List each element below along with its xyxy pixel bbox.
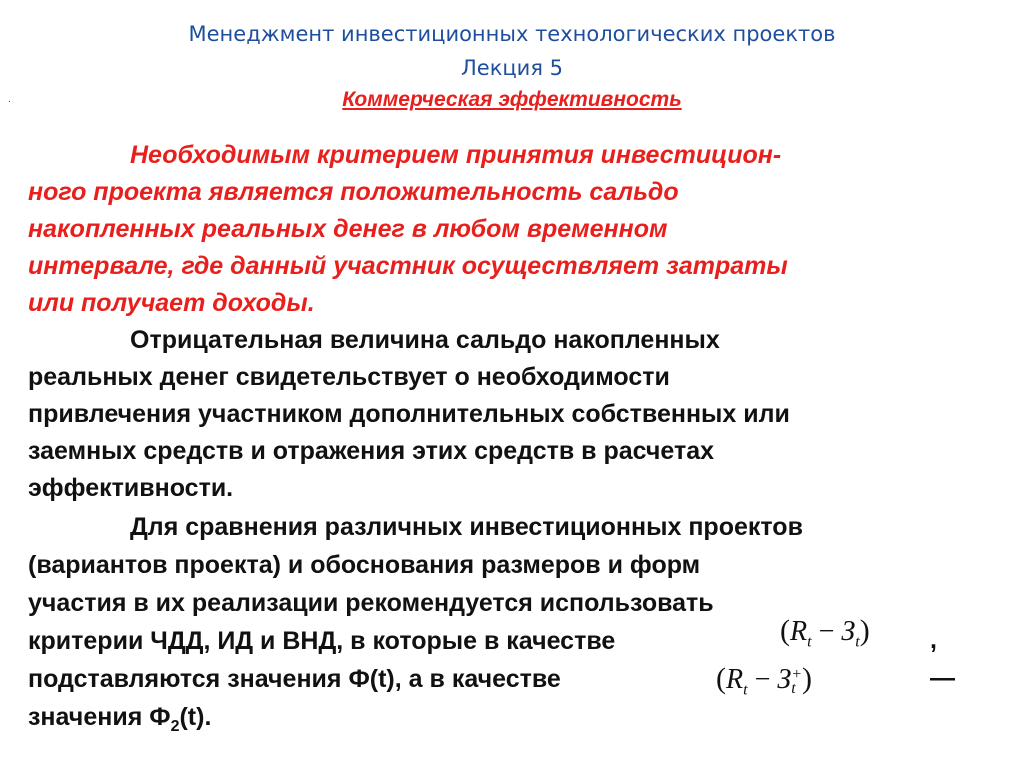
- lecture-label: Лекция 5: [460, 56, 563, 80]
- p3-line-6: [28, 702, 211, 742]
- p2-line-5: эффективности.: [28, 474, 234, 502]
- p1-line-2: ного проекта является положительность сальдо: [28, 178, 679, 206]
- p1-line-5: или получает доходы.: [28, 289, 315, 317]
- phi2-text: значения Ф: [28, 703, 171, 731]
- formula-1-z: З: [841, 616, 856, 647]
- course-title: Менеджмент инвестиционных технологических проектов: [188, 22, 836, 46]
- p3-line-5: подставляются значения Ф(t), а в качестве: [28, 665, 561, 693]
- formula-1-z-sub: t: [855, 633, 860, 651]
- formula-2-r-sub: t: [743, 681, 748, 699]
- p2-line-2: реальных денег свидетельствует о необходимости: [28, 363, 670, 391]
- formula-2-minus: −: [754, 664, 771, 695]
- section-title: Коммерческая эффективность: [342, 88, 682, 111]
- p1-line-1: Необходимым критерием принятия инвестицион-: [130, 141, 782, 169]
- phi2-tail: (t).: [179, 703, 212, 731]
- formula-1-close-paren: ): [859, 614, 870, 647]
- p2-line-3: привлечения участником дополнительных собственных или: [28, 400, 790, 428]
- formula-1-minus: −: [818, 616, 835, 647]
- formula-2-z-sup: +: [791, 665, 803, 683]
- p3-line-3: участия в их реализации рекомендуется использовать: [28, 589, 714, 617]
- formula-2-z-sub: t: [791, 679, 796, 697]
- p1-line-4: интервале, где данный участник осуществляет затраты: [28, 252, 788, 280]
- formula-1-r-sub: t: [807, 633, 812, 651]
- formula-2-r: R: [726, 664, 744, 695]
- p3-line-4: критерии ЧДД, ИД и ВНД, в которые в качестве: [28, 627, 616, 655]
- p1-line-3: накопленных реальных денег в любом временном: [28, 215, 668, 243]
- formula-rt-minus-zt: [780, 614, 870, 652]
- p3-line-1: Для сравнения различных инвестиционных проектов: [130, 513, 803, 541]
- p2-line-1: Отрицательная величина сальдо накопленных: [130, 326, 720, 354]
- formula-2-dash: —: [930, 664, 955, 692]
- p3-line-2: (вариантов проекта) и обоснования размеров и форм: [28, 551, 701, 579]
- p2-line-4: заемных средств и отражения этих средств в расчетах: [28, 437, 715, 465]
- formula-2-z: З: [777, 664, 792, 695]
- marker-dot: .: [8, 94, 11, 105]
- formula-2-close-paren: ): [802, 662, 813, 695]
- phi2-subscript: 2: [170, 718, 180, 735]
- formula-1-r: R: [790, 616, 808, 647]
- formula-1-open-paren: (: [780, 614, 790, 647]
- formula-2-open-paren: (: [716, 662, 726, 695]
- formula-1-comma: ,: [930, 626, 937, 654]
- formula-rt-minus-zt-plus: [716, 662, 812, 700]
